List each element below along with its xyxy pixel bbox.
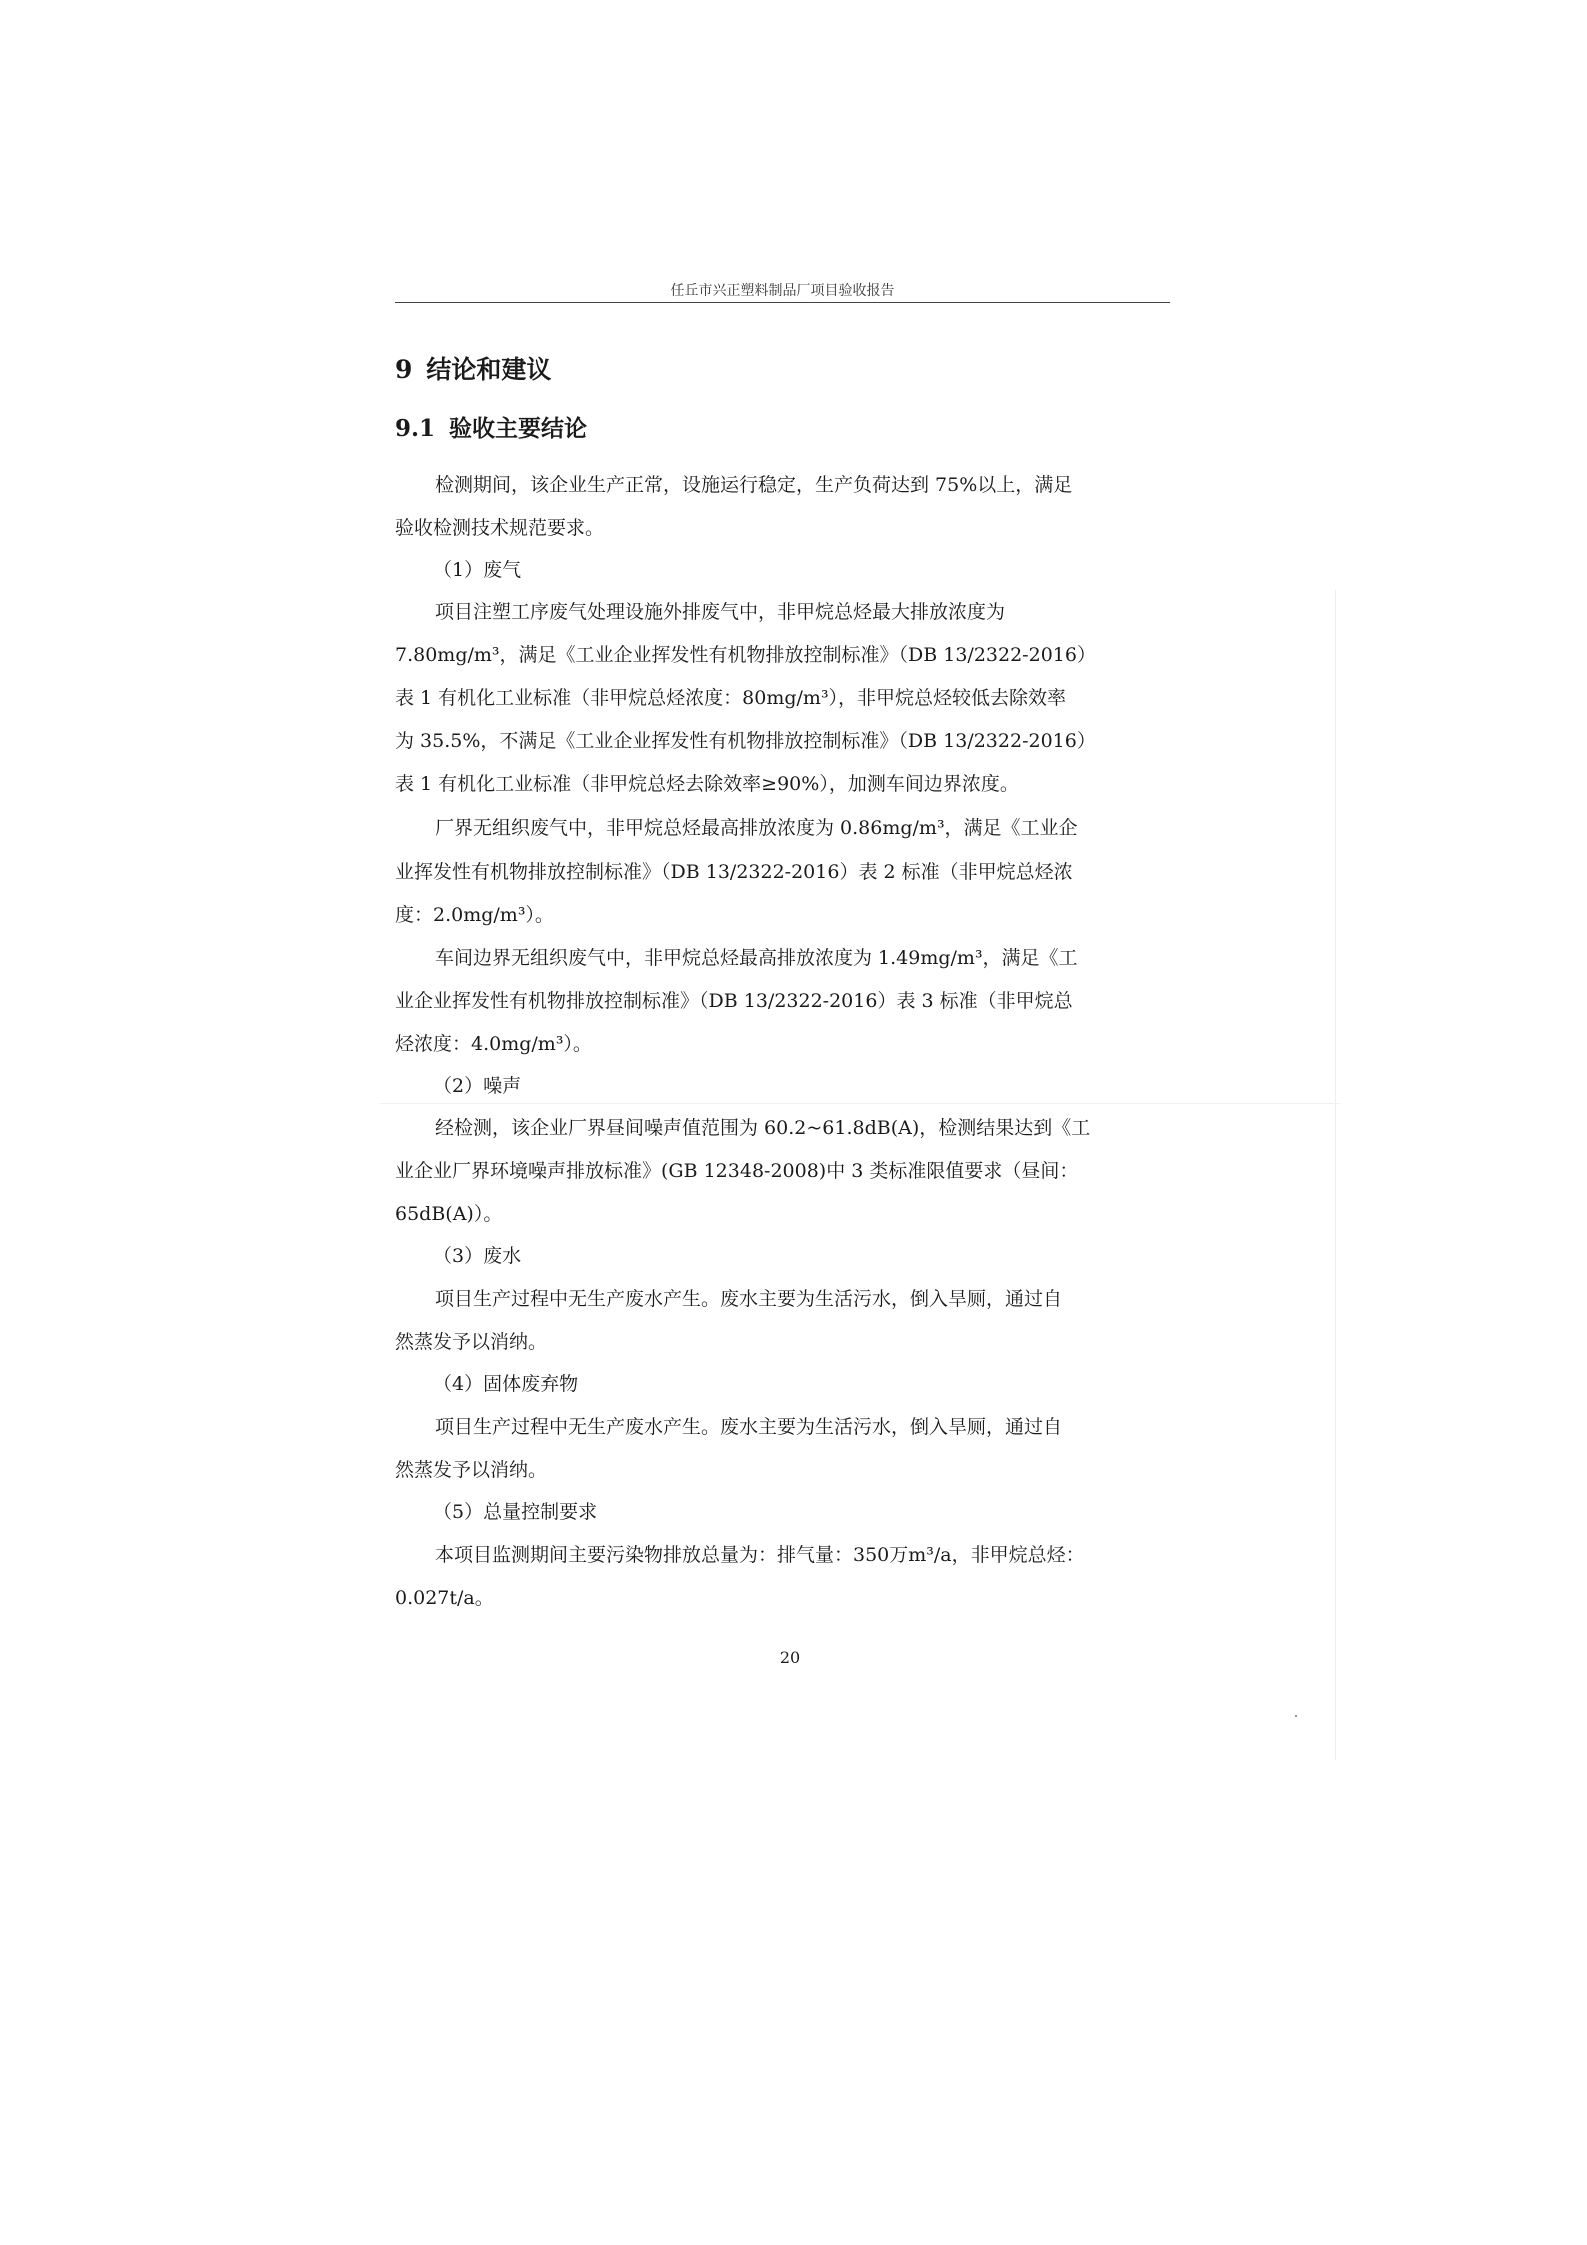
subheading-total-control: （5）总量控制要求	[433, 1501, 598, 1523]
section-number: 9	[395, 355, 413, 384]
paragraph-line: 然蒸发予以消纳。	[395, 1331, 548, 1353]
header-rule	[395, 302, 1170, 303]
running-header: 任丘市兴正塑料制品厂项目验收报告	[670, 283, 895, 299]
subheading-solid-waste: （4）固体废弃物	[433, 1373, 579, 1395]
subheading-noise: （2）噪声	[433, 1075, 522, 1097]
paragraph-line: 65dB(A)）。	[395, 1203, 503, 1225]
paragraph-line: 表 1 有机化工业标准（非甲烷总烃去除效率≥90%），加测车间边界浓度。	[395, 773, 1019, 795]
paragraph-line: 厂界无组织废气中，非甲烷总烃最高排放浓度为 0.86mg/m³，满足《工业企	[435, 817, 1078, 839]
paragraph-line: 表 1 有机化工业标准（非甲烷总烃浓度：80mg/m³），非甲烷总烃较低去除效率	[395, 687, 1067, 709]
paragraph-line: 经检测，该企业厂界昼间噪声值范围为 60.2~61.8dB(A)，检测结果达到《工	[435, 1117, 1091, 1139]
paragraph-line: 车间边界无组织废气中，非甲烷总烃最高排放浓度为 1.49mg/m³，满足《工	[435, 947, 1078, 969]
paragraph-line: 本项目监测期间主要污染物排放总量为：排气量：350万m³/a，非甲烷总烃：	[435, 1544, 1085, 1566]
section-heading	[395, 350, 551, 386]
subsection-title: 验收主要结论	[449, 415, 588, 442]
subheading-exhaust-gas: （1）废气	[433, 559, 522, 581]
paragraph-line: 为 35.5%，不满足《工业企业挥发性有机物排放控制标准》（DB 13/2322-2016）	[395, 730, 1096, 752]
paragraph-line: 业挥发性有机物排放控制标准》（DB 13/2322-2016）表 2 标准（非甲烷总烃浓	[395, 861, 1073, 883]
subsection-heading	[395, 410, 587, 443]
paragraph-line: 项目生产过程中无生产废水产生。废水主要为生活污水，倒入旱厕，通过自	[435, 1416, 1063, 1438]
scan-line-artifact	[380, 1103, 1340, 1104]
scan-edge-artifact	[1335, 590, 1336, 1760]
paragraph-line: 烃浓度：4.0mg/m³）。	[395, 1033, 592, 1055]
paragraph-line: 项目生产过程中无生产废水产生。废水主要为生活污水，倒入旱厕，通过自	[435, 1288, 1063, 1310]
paragraph-line: 业企业挥发性有机物排放控制标准》（DB 13/2322-2016）表 3 标准（非甲烷总	[395, 990, 1073, 1012]
paragraph-line: 业企业厂界环境噪声排放标准》(GB 12348-2008)中 3 类标准限值要求（昼间：	[395, 1160, 1079, 1182]
paragraph-line: 7.80mg/m³，满足《工业企业挥发性有机物排放控制标准》（DB 13/2322-2016）	[395, 644, 1096, 666]
paragraph-line: 度：2.0mg/m³）。	[395, 904, 554, 926]
paragraph-line: 然蒸发予以消纳。	[395, 1459, 548, 1481]
section-title: 结论和建议	[426, 355, 552, 384]
subsection-number: 9.1	[395, 415, 436, 442]
page-number: 20	[779, 1648, 801, 1667]
paragraph-line: 检测期间，该企业生产正常，设施运行稳定，生产负荷达到 75%以上，满足	[435, 474, 1073, 496]
scan-speck	[1295, 1715, 1297, 1717]
paragraph-line: 项目注塑工序废气处理设施外排废气中，非甲烷总烃最大排放浓度为	[435, 601, 1006, 623]
paragraph-line: 验收检测技术规范要求。	[395, 517, 605, 539]
paragraph-line: 0.027t/a。	[395, 1587, 494, 1609]
subheading-wastewater: （3）废水	[433, 1245, 522, 1267]
